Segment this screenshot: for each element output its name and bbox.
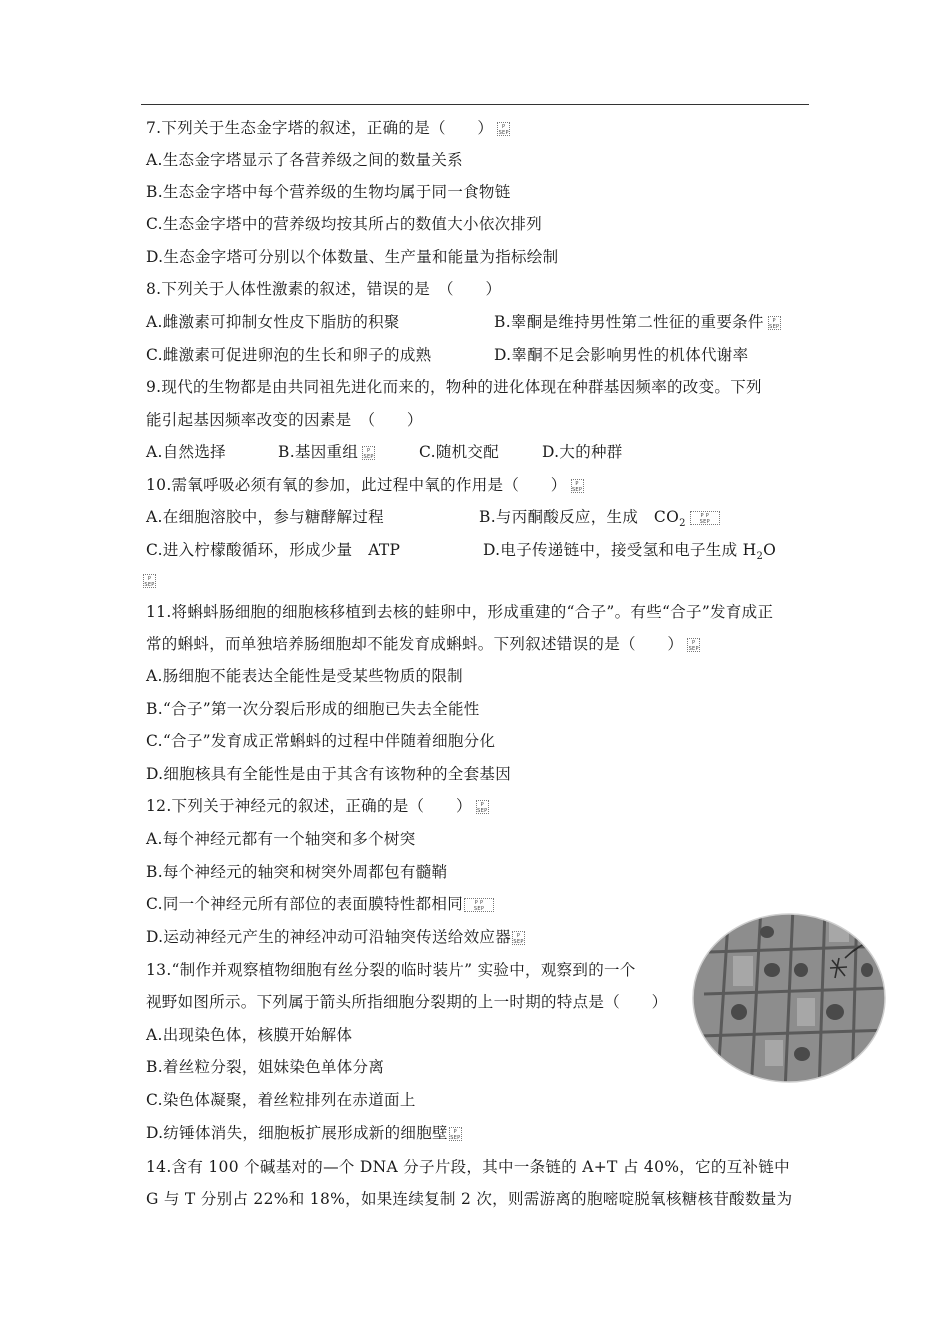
q11-stem-line-2: 常的蝌蚪，而单独培养肠细胞却不能发育成蝌蚪。下列叙述错误的是（ ） P SEP [146,635,699,653]
sep-mark: P SEP [450,1129,461,1141]
q7-option-c: C.生态金字塔中的营养级均按其所占的数值大小依次排列 [146,215,543,233]
q10-option-b: B.与丙酮酸反应，生成 $CO_2P$ P SEP [479,507,720,534]
q8-option-b: B.睾酮是维持男性第二性征的重要条件 P SEP [494,313,780,331]
q11-option-d: D.细胞核具有全能性是由于其含有该物种的全套基因 [146,765,512,783]
q9-option-a: A.自然选择 [146,443,226,461]
q8-option-a: A.雌激素可抑制女性皮下脂肪的积聚 [146,313,400,331]
q9-option-b: B.基因重组 P SEP [278,443,374,461]
q9-option-c: C.随机交配 [419,443,500,461]
q14-stem-line-2: G 与 T 分别占 22%和 18%，如果连续复制 2 次，则需游离的胞嘧啶脱氧核糖核苷酸数量为 [146,1190,793,1208]
q11-option-b: B.“合子”第一次分裂后形成的细胞已失去全能性 [146,700,480,718]
q10-option-a: A.在细胞溶胶中，参与糖酵解过程 [146,508,384,526]
q12-option-b: B.每个神经元的轴突和树突外周都包有髓鞘 [146,863,448,881]
q13-option-b: B.着丝粒分裂，姐妹染色单体分离 [146,1058,385,1076]
q11-option-a: A.肠细胞不能表达全能性是受某些物质的限制 [146,667,463,685]
q9-stem-line-2: 能引起基因频率改变的因素是 （ ） [146,411,423,429]
q7-option-a: A.生态金字塔显示了各营养级之间的数量关系 [146,151,463,169]
q7-option-b: B.生态金字塔中每个营养级的生物均属于同一食物链 [146,183,511,201]
q12-option-a: A.每个神经元都有一个轴突和多个树突 [146,830,416,848]
q11-option-c: C.“合子”发育成正常蝌蚪的过程中伴随着细胞分化 [146,732,496,750]
q12-stem: 12.下列关于神经元的叙述，正确的是（ ） P SEP [146,797,488,815]
sep-mark: P P SEP [690,511,720,525]
q13-option-c: C.染色体凝聚，着丝粒排列在赤道面上 [146,1091,416,1109]
q11-stem-line-1: 11.将蝌蚪肠细胞的细胞核移植到去核的蛙卵中，形成重建的“合子”。有些“合子”发育成正 [146,603,774,621]
q7-option-d: D.生态金字塔可分别以个体数量、生产量和能量为指标绘制 [146,248,559,266]
sep-mark: P SEP [498,124,509,136]
q8-option-d: D.睾酮不足会影响男性的机体代谢率 [494,346,749,364]
sep-mark: P SEP [769,318,780,330]
sep-mark: P SEP [571,481,583,493]
header-rule [141,104,809,105]
q12-option-c: C.同一个神经元所有部位的表面膜特性都相同 P P SEP [146,894,494,914]
sep-mark: P SEP [688,640,699,652]
q10-option-c: C.进入柠檬酸循环，形成少量 ATP [146,541,401,559]
q10-trailing-sep [143,570,156,590]
q13-stem-line-2: 视野如图所示。下列属于箭头所指细胞分裂期的上一时期的特点是（ ） [146,993,668,1011]
q7-stem: 7.下列关于生态金字塔的叙述，正确的是（ ） P SEP [146,119,509,137]
sep-mark: P SEP [477,802,488,814]
sep-mark: P SEP [363,448,374,460]
mitosis-micrograph [689,912,887,1084]
q12-option-d: D.运动神经元产生的神经冲动可沿轴突传送给效应器 P SEP [146,928,524,946]
q8-option-c: C.雌激素可促进卵泡的生长和卵子的成熟 [146,346,432,364]
q13-option-d: D.纺锤体消失，细胞板扩展形成新的细胞壁 P SEP [146,1124,461,1142]
q10-row-2 [146,540,777,563]
sep-mark: P SEP [144,576,155,588]
q13-option-a: A.出现染色体，核膜开始解体 [146,1026,353,1044]
q8-stem: 8.下列关于人体性激素的叙述，错误的是 （ ） [146,280,502,298]
q10-stem: 10.需氧呼吸必须有氧的参加，此过程中氧的作用是（ ） P SEP [146,476,583,494]
sep-mark: P P SEP [464,898,494,912]
q10-row-1 [146,507,710,530]
q14-stem-line-1: 14.含有 100 个碱基对的—个 DNA 分子片段，其中一条链的 A+T 占 40%，它的互补链中 [146,1158,790,1176]
q10-option-d: D.电子传递链中，接受氢和电子生成 $H_2O$ [483,541,777,563]
q13-stem-line-1: 13.“制作并观察植物细胞有丝分裂的临时装片” 实验中，观察到的一个 [146,961,636,979]
q8-row-1 [146,312,780,332]
q9-option-d: D.大的种群 [542,443,623,461]
q9-options [146,442,623,462]
q9-stem-line-1: 9.现代的生物都是由共同祖先进化而来的，物种的进化体现在种群基因频率的改变。下列 [146,378,762,396]
q8-row-2 [146,345,749,365]
sep-mark: P SEP [513,933,524,945]
